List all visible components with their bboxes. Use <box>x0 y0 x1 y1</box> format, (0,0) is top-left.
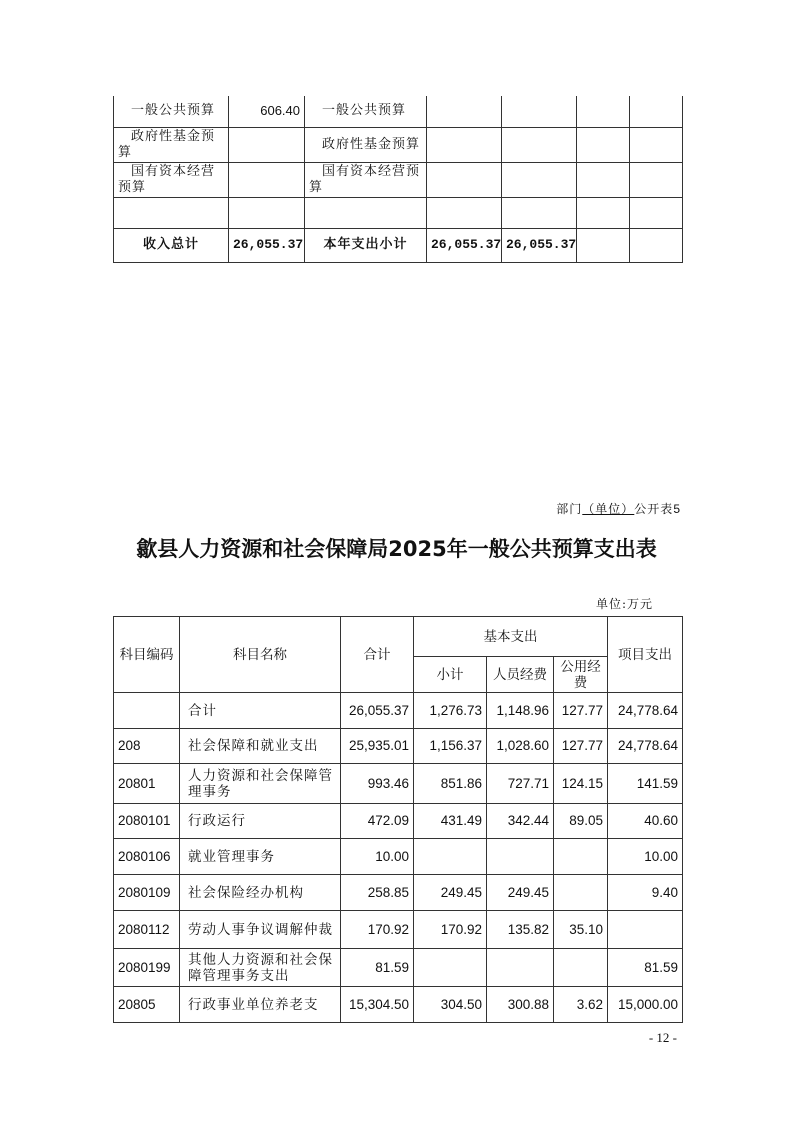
cell-personnel: 342.44 <box>487 804 554 839</box>
cell-code: 2080199 <box>114 949 180 987</box>
doc-ref-prefix: 部门 <box>556 502 583 516</box>
cell-code: 20805 <box>114 987 180 1023</box>
cell-personnel <box>487 839 554 875</box>
cell-c4 <box>427 162 502 197</box>
cell-subtotal: 1,156.37 <box>414 729 487 764</box>
cell-income_label <box>114 197 229 228</box>
cell-public: 89.05 <box>554 804 608 839</box>
cell-c5 <box>502 197 577 228</box>
cell-personnel: 300.88 <box>487 987 554 1023</box>
cell-total: 10.00 <box>341 839 414 875</box>
cell-code: 208 <box>114 729 180 764</box>
cell-personnel: 1,028.60 <box>487 729 554 764</box>
table-row <box>114 875 683 911</box>
cell-total: 170.92 <box>341 911 414 949</box>
table-row <box>114 96 683 127</box>
cell-total: 993.46 <box>341 764 414 804</box>
cell-c7 <box>630 228 683 262</box>
cell-public: 127.77 <box>554 729 608 764</box>
cell-code: 2080109 <box>114 875 180 911</box>
cell-expense_label: 本年支出小计 <box>305 228 427 262</box>
cell-c6 <box>577 228 630 262</box>
cell-c6 <box>577 127 630 162</box>
cell-code: 2080106 <box>114 839 180 875</box>
page-title: 歙县人力资源和社会保障局2025年一般公共预算支出表 <box>136 537 657 561</box>
cell-subtotal: 851.86 <box>414 764 487 804</box>
top-table-body <box>114 96 683 262</box>
cell-subtotal: 170.92 <box>414 911 487 949</box>
header-total: 合计 <box>341 617 414 693</box>
cell-c5 <box>502 162 577 197</box>
cell-name: 就业管理事务 <box>180 839 341 875</box>
cell-income_label: 国有资本经营预算 <box>114 162 229 197</box>
cell-name: 社会保险经办机构 <box>180 875 341 911</box>
header-personnel: 人员经费 <box>487 657 554 693</box>
cell-public: 124.15 <box>554 764 608 804</box>
page-number: - 12 - <box>648 1030 677 1045</box>
cell-project: 9.40 <box>608 875 683 911</box>
cell-personnel: 135.82 <box>487 911 554 949</box>
doc-ref-unit: （单位） <box>582 502 635 516</box>
document-reference <box>556 500 681 517</box>
cell-public: 127.77 <box>554 693 608 729</box>
cell-income_value: 606.40 <box>229 96 305 127</box>
cell-subtotal <box>414 839 487 875</box>
cell-personnel: 727.71 <box>487 764 554 804</box>
cell-expense_label <box>305 197 427 228</box>
cell-income_label: 收入总计 <box>114 228 229 262</box>
cell-subtotal: 249.45 <box>414 875 487 911</box>
cell-subtotal: 304.50 <box>414 987 487 1023</box>
cell-expense_label: 一般公共预算 <box>305 96 427 127</box>
cell-public: 3.62 <box>554 987 608 1023</box>
cell-c7 <box>630 162 683 197</box>
cell-project: 40.60 <box>608 804 683 839</box>
cell-total: 258.85 <box>341 875 414 911</box>
header-basic: 基本支出 <box>414 617 608 657</box>
cell-project: 24,778.64 <box>608 729 683 764</box>
income-expense-summary-table <box>113 96 683 263</box>
cell-name: 行政运行 <box>180 804 341 839</box>
cell-personnel: 249.45 <box>487 875 554 911</box>
table-row <box>114 197 683 228</box>
header-code: 科目编码 <box>114 617 180 693</box>
cell-public <box>554 949 608 987</box>
cell-c6 <box>577 162 630 197</box>
cell-income_label: 一般公共预算 <box>114 96 229 127</box>
cell-project: 81.59 <box>608 949 683 987</box>
cell-c6 <box>577 96 630 127</box>
cell-c7 <box>630 127 683 162</box>
header-name: 科目名称 <box>180 617 341 693</box>
table-row <box>114 987 683 1023</box>
cell-code: 2080112 <box>114 911 180 949</box>
cell-expense_label: 国有资本经营预算 <box>305 162 427 197</box>
cell-c7 <box>630 96 683 127</box>
cell-project: 24,778.64 <box>608 693 683 729</box>
expense-table-body <box>114 693 683 1023</box>
cell-total: 81.59 <box>341 949 414 987</box>
cell-income_value <box>229 127 305 162</box>
cell-name: 社会保障和就业支出 <box>180 729 341 764</box>
table-row <box>114 949 683 987</box>
cell-c7 <box>630 197 683 228</box>
table-row <box>114 839 683 875</box>
header-subtotal: 小计 <box>414 657 487 693</box>
cell-c5 <box>502 127 577 162</box>
total-row <box>114 228 683 262</box>
cell-c4 <box>427 127 502 162</box>
cell-code: 2080101 <box>114 804 180 839</box>
cell-total: 26,055.37 <box>341 693 414 729</box>
table-row <box>114 911 683 949</box>
cell-project <box>608 911 683 949</box>
cell-project: 141.59 <box>608 764 683 804</box>
table-row <box>114 764 683 804</box>
cell-income_label: 政府性基金预算 <box>114 127 229 162</box>
doc-ref-suffix: 公开表 <box>634 502 674 516</box>
cell-code <box>114 693 180 729</box>
cell-personnel <box>487 949 554 987</box>
cell-income_value <box>229 162 305 197</box>
expense-table-header <box>114 617 683 693</box>
total-row <box>114 693 683 729</box>
cell-public <box>554 839 608 875</box>
expense-table <box>113 616 683 1023</box>
cell-project: 15,000.00 <box>608 987 683 1023</box>
cell-public <box>554 875 608 911</box>
cell-total: 25,935.01 <box>341 729 414 764</box>
cell-c5: 26,055.37 <box>502 228 577 262</box>
doc-ref-number: 5 <box>673 502 681 516</box>
table-row <box>114 804 683 839</box>
table-row <box>114 729 683 764</box>
cell-name: 劳动人事争议调解仲裁 <box>180 911 341 949</box>
cell-expense_label: 政府性基金预算 <box>305 127 427 162</box>
cell-name: 其他人力资源和社会保障管理事务支出 <box>180 949 341 987</box>
cell-subtotal: 431.49 <box>414 804 487 839</box>
cell-name: 合计 <box>180 693 341 729</box>
header-project: 项目支出 <box>608 617 683 693</box>
cell-project: 10.00 <box>608 839 683 875</box>
header-public: 公用经费 <box>554 657 608 693</box>
cell-total: 472.09 <box>341 804 414 839</box>
unit-label: 单位:万元 <box>595 597 653 611</box>
cell-subtotal <box>414 949 487 987</box>
cell-personnel: 1,148.96 <box>487 693 554 729</box>
cell-income_value <box>229 197 305 228</box>
cell-subtotal: 1,276.73 <box>414 693 487 729</box>
cell-code: 20801 <box>114 764 180 804</box>
cell-total: 15,304.50 <box>341 987 414 1023</box>
cell-name: 行政事业单位养老支 <box>180 987 341 1023</box>
cell-c5 <box>502 96 577 127</box>
cell-c4: 26,055.37 <box>427 228 502 262</box>
cell-name: 人力资源和社会保障管理事务 <box>180 764 341 804</box>
cell-c4 <box>427 96 502 127</box>
table-row <box>114 162 683 197</box>
cell-c6 <box>577 197 630 228</box>
table-row <box>114 127 683 162</box>
cell-income_value: 26,055.37 <box>229 228 305 262</box>
cell-c4 <box>427 197 502 228</box>
cell-public: 35.10 <box>554 911 608 949</box>
